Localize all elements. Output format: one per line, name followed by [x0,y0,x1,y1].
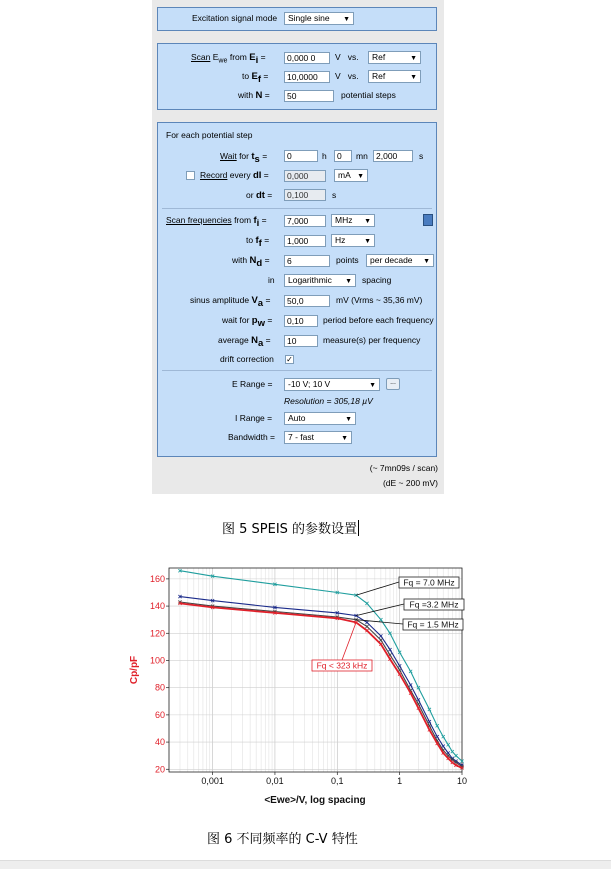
scan-ewe-from-label: Scan $E_{we}$ from $E_i$ = [191,52,266,66]
y-tick-label: 40 [154,737,165,748]
series-annotation [356,599,464,616]
excitation-label: Excitation signal mode [192,13,278,23]
series-annotation [356,577,459,595]
scan-frequencies-label: Scan frequencies from $f_i$ = [166,215,267,229]
x-tick-label: 10 [456,776,468,786]
series-annotation [312,622,372,671]
x-tick-label: 1 [397,776,403,786]
na-input[interactable]: 10 [284,335,318,347]
di-unit-select[interactable]: mA ▼ [334,169,368,182]
y-tick-label: 60 [154,709,165,720]
annotation-label: Fq = 1.5 MHz [407,619,459,630]
chevron-down-icon: ▼ [343,16,350,23]
record-dt-input[interactable]: 0,100 [284,189,326,201]
annotation-arrow [356,620,403,624]
separator [162,208,432,209]
text-cursor [358,520,359,536]
e-range-more-button[interactable]: ... [386,378,400,390]
ef-label: to $E_f$ = [242,71,269,85]
y-tick-label: 100 [149,655,165,666]
excitation-panel [157,7,437,31]
y-tick-label: 160 [149,573,165,584]
info-icon[interactable] [423,214,433,226]
resolution-text: Resolution = 305,18 µV [284,396,373,406]
separator [162,370,432,371]
ff-unit-select[interactable]: Hz ▼ [331,234,375,247]
chevron-down-icon: ▼ [345,278,352,285]
i-range-select[interactable]: Auto ▼ [284,412,356,425]
va-unit-label: mV (Vrms ~ 35,36 mV) [336,295,423,305]
ef-unit-label: V vs. [335,71,359,81]
annotation-arrow [356,582,399,595]
wait-seconds-input[interactable]: 2,000 [373,150,413,162]
bandwidth-label: Bandwidth = [228,432,276,442]
annotation-label: Fq = 7.0 MHz [403,577,455,588]
record-di-input[interactable]: 0,000 [284,170,326,182]
wait-ts-label: Wait for $t_s$ = [220,151,268,165]
pw-text: period before each frequency [323,315,434,325]
scan-duration-text: (~ 7mn09s / scan) [369,463,438,473]
wait-minutes-input[interactable]: 0 [334,150,352,162]
seconds-unit: s [419,151,424,161]
x-axis-label: <Ewe>/V, log spacing [264,795,366,806]
nd-label: with $N_d$ = [232,255,270,269]
chevron-down-icon: ▼ [364,238,371,245]
chevron-down-icon: ▼ [357,173,364,180]
pw-label: wait for $p_w$ = [222,315,273,329]
fi-unit-select[interactable]: MHz ▼ [331,214,375,227]
n-steps-input[interactable]: 50 [284,90,334,102]
potential-step-text: (dE ~ 200 mV) [382,478,438,488]
ef-reference-select[interactable]: Ref ▼ [368,70,421,83]
chevron-down-icon: ▼ [345,416,352,423]
e-range-select[interactable]: -10 V; 10 V ▼ [284,378,380,391]
pw-input[interactable]: 0,10 [284,315,318,327]
points-label: points [336,255,359,265]
x-tick-label: 0,001 [201,776,224,786]
fi-input[interactable]: 7,000 [284,215,326,227]
annotation-label: Fq =3.2 MHz [409,599,459,610]
chevron-down-icon: ▼ [364,218,371,225]
nd-input[interactable]: 6 [284,255,330,267]
minutes-unit: mn [356,151,368,161]
va-label: sinus amplitude $V_a$ = [190,295,271,309]
y-axis-label: Cp/pF [129,655,140,685]
excitation-mode-select[interactable]: Single sine ▼ [284,12,354,25]
na-text: measure(s) per frequency [323,335,421,345]
y-tick-label: 80 [154,682,165,693]
ei-unit-label: V vs. [335,52,359,62]
in-label: in [268,275,275,285]
y-tick-label: 120 [149,628,165,639]
series-annotation [356,619,463,630]
ff-label: to $f_f$ = [246,235,270,249]
na-label: average $N_a$ = [218,335,271,349]
speis-settings-screenshot [152,0,444,494]
n-label: with N = [238,90,270,101]
figure-6-caption: 图 6 不同频率的 C-V 特性 [207,832,358,847]
points-per-select[interactable]: per decade ▼ [366,254,434,267]
i-range-label: I Range = [235,413,273,423]
record-checkbox[interactable] [186,171,195,180]
chevron-down-icon: ▼ [341,435,348,442]
e-range-label: E Range = [232,379,273,389]
chevron-down-icon: ▼ [423,258,430,265]
annotation-arrow [342,622,356,660]
step-header: For each potential step [166,130,253,140]
dt-unit: s [332,190,337,200]
hours-unit: h [322,151,327,161]
potential-step-panel [157,122,437,457]
x-tick-label: 0,01 [266,776,284,786]
dt-label: or dt = [246,190,273,201]
y-tick-label: 140 [149,601,165,612]
record-di-label: Record every dI = [200,170,269,181]
x-tick-label: 0,1 [331,776,344,786]
chevron-down-icon: ▼ [410,74,417,81]
scan-potential-panel [157,43,437,110]
spacing-select[interactable]: Logarithmic ▼ [284,274,356,287]
chevron-down-icon: ▼ [369,382,376,389]
ei-reference-select[interactable]: Ref ▼ [368,51,421,64]
ei-input[interactable]: 0,000 0 [284,52,330,64]
ff-input[interactable]: 1,000 [284,235,326,247]
drift-correction-checkbox[interactable]: ✓ [286,355,293,364]
drift-correction-label: drift correction [220,354,274,364]
chevron-down-icon: ▼ [410,55,417,62]
figure-5-caption: 图 5 SPEIS 的参数设置 [222,522,358,537]
spacing-label: spacing [362,275,392,285]
y-tick-label: 20 [154,764,165,775]
ef-input[interactable]: 10,0000 [284,71,330,83]
potential-steps-label: potential steps [341,90,396,100]
va-input[interactable]: 50,0 [284,295,330,307]
annotation-label: Fq < 323 kHz [316,660,368,671]
cv-chart [125,560,485,810]
wait-hours-input[interactable]: 0 [284,150,318,162]
bandwidth-select[interactable]: 7 - fast ▼ [284,431,352,444]
